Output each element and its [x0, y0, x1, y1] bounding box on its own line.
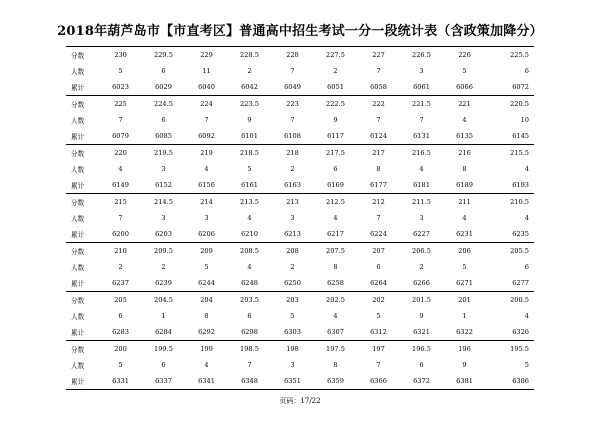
table-cell: 211: [458, 198, 471, 206]
table-cell: 6: [524, 67, 529, 75]
table-cell: 202: [372, 296, 385, 304]
table-cell: 6131: [413, 132, 430, 140]
table-cell: 225.5: [510, 51, 529, 59]
cumulative-row: [66, 324, 534, 340]
table-cell: 215.5: [510, 149, 529, 157]
table-cell: 210.5: [510, 198, 529, 206]
table-cell: 5: [376, 312, 381, 320]
table-cell: 219.5: [154, 149, 173, 157]
table-cell: 208: [286, 247, 299, 255]
table-cell: 6359: [327, 377, 344, 385]
count-row: [66, 210, 534, 226]
table-cell: 6061: [413, 83, 430, 91]
table-cell: 7: [118, 214, 123, 222]
score-row: [66, 243, 534, 259]
table-block: [66, 242, 534, 291]
table-cell: 6029: [155, 83, 172, 91]
table-cell: 6277: [512, 279, 529, 287]
table-cell: 214: [200, 198, 213, 206]
row-label: 累计: [71, 329, 85, 337]
table-cell: 4: [524, 165, 529, 173]
table-cell: 5: [462, 263, 467, 271]
table-cell: 8: [204, 312, 209, 320]
table-cell: 7: [118, 116, 123, 124]
table-cell: 206: [458, 247, 471, 255]
score-row: [66, 47, 534, 63]
table-cell: 6040: [198, 83, 215, 91]
table-cell: 204.5: [154, 296, 173, 304]
cumulative-row: [66, 128, 534, 144]
table-cell: 6203: [155, 230, 172, 238]
table-cell: 6292: [198, 328, 215, 336]
table-cell: 3: [290, 361, 295, 369]
table-cell: 6348: [241, 377, 258, 385]
table-cell: 219: [200, 149, 213, 157]
table-cell: 228: [286, 51, 299, 59]
table-cell: 6145: [512, 132, 529, 140]
page-title: 2018年葫芦岛市【市直考区】普通高中招生考试一分一段统计表（含政策加降分）: [57, 24, 543, 39]
table-cell: 220: [114, 149, 127, 157]
cumulative-row: [66, 177, 534, 193]
table-cell: 6303: [284, 328, 301, 336]
table-cell: 5: [247, 165, 252, 173]
table-cell: 6117: [327, 132, 344, 140]
table-cell: 230: [114, 51, 127, 59]
table-cell: 8: [333, 361, 338, 369]
table-cell: 6235: [512, 230, 529, 238]
table-cell: 221.5: [412, 100, 431, 108]
score-row: [66, 341, 534, 357]
table-cell: 6298: [241, 328, 258, 336]
table-cell: 6237: [112, 279, 129, 287]
table-cell: 4: [524, 214, 529, 222]
table-cell: 2: [161, 263, 166, 271]
table-cell: 218: [286, 149, 299, 157]
table-cell: 216: [458, 149, 471, 157]
table-cell: 227: [372, 51, 385, 59]
table-cell: 227.5: [326, 51, 345, 59]
table-cell: 2: [290, 263, 295, 271]
table-cell: 7: [247, 361, 252, 369]
table-cell: 9: [333, 116, 338, 124]
table-cell: 6351: [284, 377, 301, 385]
table-cell: 209: [200, 247, 213, 255]
table-cell: 4: [204, 361, 209, 369]
table-cell: 196: [458, 345, 471, 353]
table-cell: 6135: [456, 132, 473, 140]
table-block: [66, 340, 534, 390]
table-cell: 10: [520, 116, 529, 124]
table-cell: 6108: [284, 132, 301, 140]
count-row: [66, 357, 534, 373]
table-cell: 212: [372, 198, 385, 206]
row-label: 人数: [71, 117, 85, 125]
table-cell: 205: [114, 296, 127, 304]
table-cell: 216.5: [412, 149, 431, 157]
table-cell: 4: [333, 214, 338, 222]
table-cell: 8: [462, 165, 467, 173]
table-cell: 6372: [413, 377, 430, 385]
table-cell: 195.5: [510, 345, 529, 353]
table-cell: 6189: [456, 181, 473, 189]
table-cell: 6337: [155, 377, 172, 385]
table-cell: 201.5: [412, 296, 431, 304]
row-label: 累计: [71, 378, 85, 386]
table-cell: 229: [200, 51, 213, 59]
table-cell: 6331: [112, 377, 129, 385]
table-cell: 201: [458, 296, 471, 304]
table-cell: 6049: [284, 83, 301, 91]
table-cell: 9: [462, 361, 467, 369]
table-cell: 217.5: [326, 149, 345, 157]
page-number: 页码：17/22: [279, 397, 321, 405]
row-label: 人数: [71, 215, 85, 223]
row-label: 分数: [71, 52, 85, 60]
table-cell: 6051: [327, 83, 344, 91]
table-cell: 9: [419, 312, 424, 320]
table-cell: 6366: [370, 377, 387, 385]
table-block: [66, 291, 534, 340]
score-row: [66, 96, 534, 112]
table-cell: 6092: [198, 132, 215, 140]
table-cell: 211.5: [412, 198, 431, 206]
table-cell: 2: [118, 263, 123, 271]
table-cell: 218.5: [240, 149, 259, 157]
table-cell: 6322: [456, 328, 473, 336]
table-cell: 226.5: [412, 51, 431, 59]
table-cell: 8: [376, 165, 381, 173]
row-label: 累计: [71, 84, 85, 92]
score-row: [66, 145, 534, 161]
table-cell: 6200: [112, 230, 129, 238]
table-cell: 5: [462, 67, 467, 75]
table-cell: 4: [524, 312, 529, 320]
count-row: [66, 63, 534, 79]
table-cell: 226: [458, 51, 471, 59]
table-cell: 198.5: [240, 345, 259, 353]
score-distribution-table: [66, 46, 534, 390]
count-row: [66, 259, 534, 275]
cumulative-row: [66, 275, 534, 291]
table-cell: 8: [333, 263, 338, 271]
table-cell: 5: [290, 312, 295, 320]
table-cell: 6381: [456, 377, 473, 385]
row-label: 人数: [71, 362, 85, 370]
table-cell: 7: [290, 67, 295, 75]
table-cell: 6: [161, 361, 166, 369]
table-cell: 6206: [198, 230, 215, 238]
table-cell: 6: [247, 312, 252, 320]
table-cell: 4: [247, 214, 252, 222]
table-cell: 6248: [241, 279, 258, 287]
row-label: 分数: [71, 248, 85, 256]
table-cell: 6156: [198, 181, 215, 189]
table-cell: 223.5: [240, 100, 259, 108]
cumulative-row: [66, 79, 534, 95]
table-cell: 197.5: [326, 345, 345, 353]
table-cell: 7: [419, 116, 424, 124]
table-cell: 228.5: [240, 51, 259, 59]
count-row: [66, 112, 534, 128]
table-cell: 6312: [370, 328, 387, 336]
table-cell: 1: [462, 312, 467, 320]
table-cell: 213.5: [240, 198, 259, 206]
table-cell: 214.5: [154, 198, 173, 206]
table-cell: 6250: [284, 279, 301, 287]
table-cell: 203.5: [240, 296, 259, 304]
table-cell: 3: [161, 165, 166, 173]
table-cell: 200.5: [510, 296, 529, 304]
table-cell: 7: [376, 67, 381, 75]
score-row: [66, 194, 534, 210]
table-cell: 210: [114, 247, 127, 255]
count-row: [66, 308, 534, 324]
table-cell: 224.5: [154, 100, 173, 108]
table-cell: 198: [286, 345, 299, 353]
table-cell: 6161: [241, 181, 258, 189]
row-label: 累计: [71, 280, 85, 288]
table-cell: 6210: [241, 230, 258, 238]
table-cell: 6: [161, 116, 166, 124]
table-cell: 6239: [155, 279, 172, 287]
row-label: 分数: [71, 199, 85, 207]
table-block: [66, 144, 534, 193]
table-cell: 6326: [512, 328, 529, 336]
table-cell: 196.5: [412, 345, 431, 353]
table-cell: 6386: [512, 377, 529, 385]
table-cell: 4: [118, 165, 123, 173]
table-cell: 7: [290, 116, 295, 124]
table-cell: 6341: [198, 377, 215, 385]
table-cell: 5: [204, 263, 209, 271]
row-label: 累计: [71, 133, 85, 141]
table-cell: 6023: [112, 83, 129, 91]
table-cell: 3: [419, 67, 424, 75]
table-cell: 6079: [112, 132, 129, 140]
table-cell: 6271: [456, 279, 473, 287]
table-cell: 7: [376, 214, 381, 222]
table-cell: 6177: [370, 181, 387, 189]
table-cell: 4: [419, 165, 424, 173]
table-cell: 203: [286, 296, 299, 304]
table-cell: 4: [204, 165, 209, 173]
table-cell: 213: [286, 198, 299, 206]
table-cell: 207: [372, 247, 385, 255]
table-cell: 208.5: [240, 247, 259, 255]
table-cell: 205.5: [510, 247, 529, 255]
table-cell: 6193: [512, 181, 529, 189]
table-cell: 5: [524, 361, 529, 369]
table-cell: 4: [247, 263, 252, 271]
table-cell: 6058: [370, 83, 387, 91]
table-cell: 6307: [327, 328, 344, 336]
table-cell: 6163: [284, 181, 301, 189]
table-cell: 197: [372, 345, 385, 353]
table-cell: 225: [114, 100, 127, 108]
table-cell: 6: [376, 263, 381, 271]
table-cell: 6124: [370, 132, 387, 140]
table-cell: 199: [200, 345, 213, 353]
table-cell: 2: [247, 67, 252, 75]
table-cell: 209.5: [154, 247, 173, 255]
table-cell: 6101: [241, 132, 258, 140]
cumulative-row: [66, 373, 534, 389]
table-cell: 6284: [155, 328, 172, 336]
table-cell: 217: [372, 149, 385, 157]
table-cell: 6149: [112, 181, 129, 189]
table-cell: 6: [419, 361, 424, 369]
table-cell: 4: [462, 116, 467, 124]
table-cell: 6: [118, 312, 123, 320]
table-cell: 206.5: [412, 247, 431, 255]
table-cell: 6066: [456, 83, 473, 91]
row-label: 分数: [71, 150, 85, 158]
row-label: 分数: [71, 346, 85, 354]
table-cell: 6283: [112, 328, 129, 336]
table-cell: 6224: [370, 230, 387, 238]
table-cell: 222.5: [326, 100, 345, 108]
table-cell: 7: [376, 361, 381, 369]
table-cell: 6042: [241, 83, 258, 91]
table-cell: 5: [118, 67, 123, 75]
table-cell: 11: [202, 67, 211, 75]
table-cell: 222: [372, 100, 385, 108]
table-cell: 6152: [155, 181, 172, 189]
table-cell: 6: [524, 263, 529, 271]
table-cell: 3: [290, 214, 295, 222]
table-cell: 2: [290, 165, 295, 173]
table-cell: 6181: [413, 181, 430, 189]
table-cell: 204: [200, 296, 213, 304]
table-cell: 7: [376, 116, 381, 124]
row-label: 人数: [71, 166, 85, 174]
table-cell: 6085: [155, 132, 172, 140]
table-cell: 224: [200, 100, 213, 108]
table-cell: 215: [114, 198, 127, 206]
table-cell: 212.5: [326, 198, 345, 206]
row-label: 人数: [71, 264, 85, 272]
table-cell: 200: [114, 345, 127, 353]
table-cell: 2: [419, 263, 424, 271]
table-cell: 6258: [327, 279, 344, 287]
table-cell: 6: [161, 67, 166, 75]
row-label: 人数: [71, 313, 85, 321]
table-block: [66, 46, 534, 95]
cumulative-row: [66, 226, 534, 242]
table-cell: 220.5: [510, 100, 529, 108]
row-label: 人数: [71, 68, 85, 76]
table-cell: 6072: [512, 83, 529, 91]
table-block: [66, 193, 534, 242]
table-cell: 6244: [198, 279, 215, 287]
row-label: 累计: [71, 182, 85, 190]
table-cell: 202.5: [326, 296, 345, 304]
row-label: 分数: [71, 297, 85, 305]
table-cell: 221: [458, 100, 471, 108]
table-cell: 6169: [327, 181, 344, 189]
table-cell: 7: [204, 116, 209, 124]
table-cell: 6321: [413, 328, 430, 336]
table-cell: 9: [247, 116, 252, 124]
table-block: [66, 95, 534, 144]
table-cell: 6: [333, 165, 338, 173]
table-cell: 4: [462, 214, 467, 222]
table-cell: 6266: [413, 279, 430, 287]
table-cell: 6227: [413, 230, 430, 238]
count-row: [66, 161, 534, 177]
row-label: 累计: [71, 231, 85, 239]
table-cell: 6264: [370, 279, 387, 287]
table-cell: 6231: [456, 230, 473, 238]
table-cell: 4: [333, 312, 338, 320]
table-cell: 6213: [284, 230, 301, 238]
table-cell: 229.5: [154, 51, 173, 59]
table-cell: 199.5: [154, 345, 173, 353]
table-cell: 2: [333, 67, 338, 75]
table-cell: 6217: [327, 230, 344, 238]
table-cell: 223: [286, 100, 299, 108]
score-row: [66, 292, 534, 308]
row-label: 分数: [71, 101, 85, 109]
table-cell: 5: [118, 361, 123, 369]
table-cell: 3: [204, 214, 209, 222]
table-cell: 3: [161, 214, 166, 222]
table-cell: 1: [161, 312, 166, 320]
table-cell: 3: [419, 214, 424, 222]
table-cell: 207.5: [326, 247, 345, 255]
